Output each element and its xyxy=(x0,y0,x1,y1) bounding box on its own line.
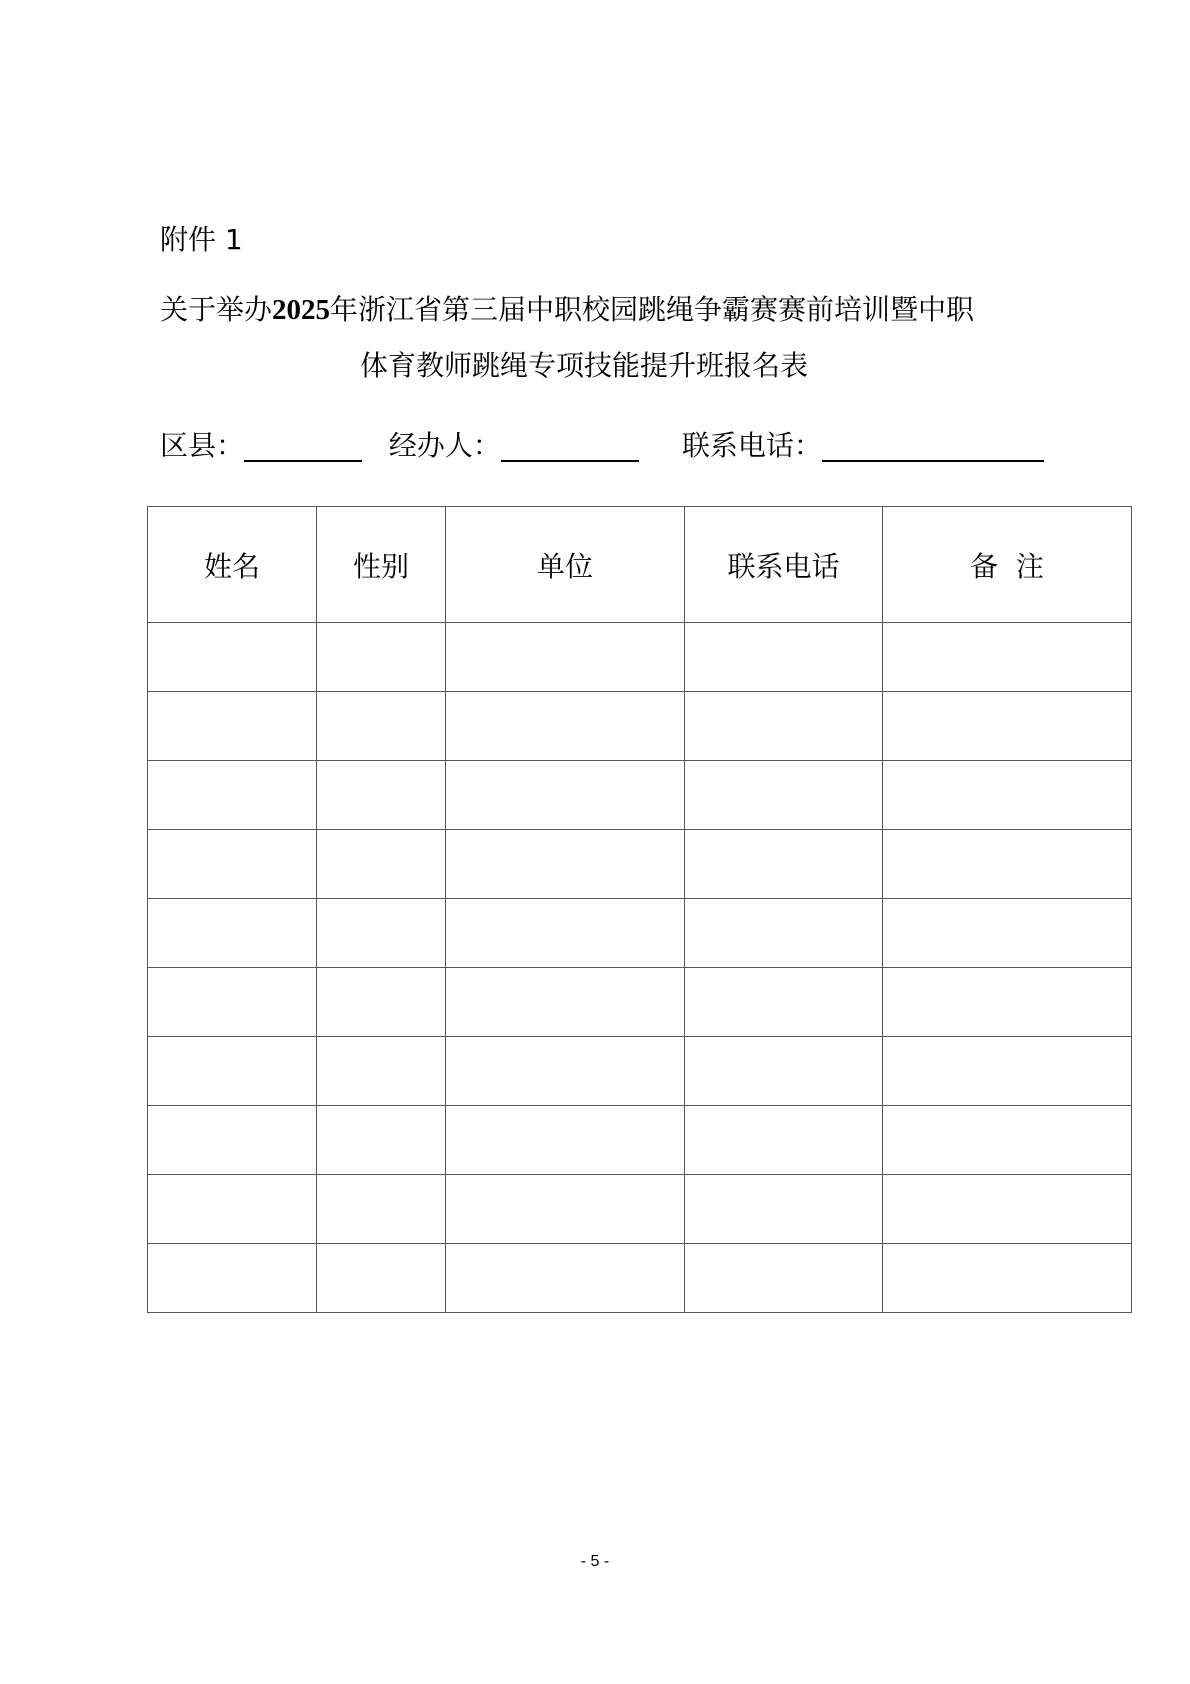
phone-blank[interactable] xyxy=(822,430,1044,462)
table-row xyxy=(148,968,1132,1037)
table-header-row xyxy=(148,507,1132,623)
table-row xyxy=(148,761,1132,830)
attachment-label: 附件 1 xyxy=(160,223,243,256)
title-suffix: 年浙江省第三届中职校园跳绳争霸赛赛前培训暨中职 xyxy=(330,293,975,326)
header-gender: 性别 xyxy=(317,507,446,623)
cell-unit[interactable] xyxy=(446,761,685,830)
phone-label: 联系电话： xyxy=(681,429,822,462)
cell-remarks[interactable] xyxy=(883,692,1132,761)
cell-gender[interactable] xyxy=(317,1244,446,1313)
table-row xyxy=(148,1244,1132,1313)
cell-unit[interactable] xyxy=(446,968,685,1037)
cell-unit[interactable] xyxy=(446,830,685,899)
title-year: 2025 xyxy=(272,294,331,326)
district-blank[interactable] xyxy=(244,430,362,462)
cell-name[interactable] xyxy=(148,761,317,830)
cell-phone[interactable] xyxy=(685,1175,883,1244)
cell-name[interactable] xyxy=(148,1106,317,1175)
table-row xyxy=(148,1175,1132,1244)
cell-remarks[interactable] xyxy=(883,1244,1132,1313)
handler-label: 经办人： xyxy=(388,429,501,462)
cell-gender[interactable] xyxy=(317,1106,446,1175)
header-unit: 单位 xyxy=(446,507,685,623)
cell-phone[interactable] xyxy=(685,1244,883,1313)
table-row xyxy=(148,692,1132,761)
cell-remarks[interactable] xyxy=(883,968,1132,1037)
cell-phone[interactable] xyxy=(685,1106,883,1175)
table-row xyxy=(148,1106,1132,1175)
table-row xyxy=(148,623,1132,692)
cell-gender[interactable] xyxy=(317,761,446,830)
cell-remarks[interactable] xyxy=(883,761,1132,830)
cell-gender[interactable] xyxy=(317,830,446,899)
cell-gender[interactable] xyxy=(317,623,446,692)
cell-remarks[interactable] xyxy=(883,1175,1132,1244)
cell-phone[interactable] xyxy=(685,623,883,692)
cell-gender[interactable] xyxy=(317,1175,446,1244)
cell-name[interactable] xyxy=(148,1037,317,1106)
cell-remarks[interactable] xyxy=(883,830,1132,899)
cell-phone[interactable] xyxy=(685,830,883,899)
header-remarks: 备 注 xyxy=(883,507,1132,623)
cell-remarks[interactable] xyxy=(883,899,1132,968)
table-row xyxy=(148,1037,1132,1106)
cell-remarks[interactable] xyxy=(883,1037,1132,1106)
cell-gender[interactable] xyxy=(317,968,446,1037)
title-prefix: 关于举办 xyxy=(160,293,273,326)
table-body xyxy=(148,623,1132,1313)
cell-phone[interactable] xyxy=(685,1037,883,1106)
cell-unit[interactable] xyxy=(446,1037,685,1106)
table-row xyxy=(148,830,1132,899)
registration-table xyxy=(147,506,1132,1313)
cell-unit[interactable] xyxy=(446,899,685,968)
cell-gender[interactable] xyxy=(317,899,446,968)
district-label: 区县： xyxy=(160,429,245,462)
document-title-line-1 xyxy=(160,292,974,328)
cell-unit[interactable] xyxy=(446,692,685,761)
cell-unit[interactable] xyxy=(446,1244,685,1313)
cell-phone[interactable] xyxy=(685,968,883,1037)
handler-blank[interactable] xyxy=(501,430,639,462)
cell-name[interactable] xyxy=(148,692,317,761)
cell-name[interactable] xyxy=(148,899,317,968)
cell-phone[interactable] xyxy=(685,899,883,968)
cell-gender[interactable] xyxy=(317,1037,446,1106)
header-phone: 联系电话 xyxy=(685,507,883,623)
cell-name[interactable] xyxy=(148,623,317,692)
document-title-line-2: 体育教师跳绳专项技能提升班报名表 xyxy=(360,349,809,382)
cell-unit[interactable] xyxy=(446,623,685,692)
cell-name[interactable] xyxy=(148,1244,317,1313)
header-name: 姓名 xyxy=(148,507,317,623)
cell-name[interactable] xyxy=(148,1175,317,1244)
cell-name[interactable] xyxy=(148,830,317,899)
cell-phone[interactable] xyxy=(685,692,883,761)
cell-gender[interactable] xyxy=(317,692,446,761)
table-row xyxy=(148,899,1132,968)
cell-phone[interactable] xyxy=(685,761,883,830)
cell-name[interactable] xyxy=(148,968,317,1037)
cell-remarks[interactable] xyxy=(883,1106,1132,1175)
registration-meta-row xyxy=(160,428,1044,464)
cell-unit[interactable] xyxy=(446,1175,685,1244)
page-number: - 5 - xyxy=(580,1553,610,1570)
cell-unit[interactable] xyxy=(446,1106,685,1175)
cell-remarks[interactable] xyxy=(883,623,1132,692)
